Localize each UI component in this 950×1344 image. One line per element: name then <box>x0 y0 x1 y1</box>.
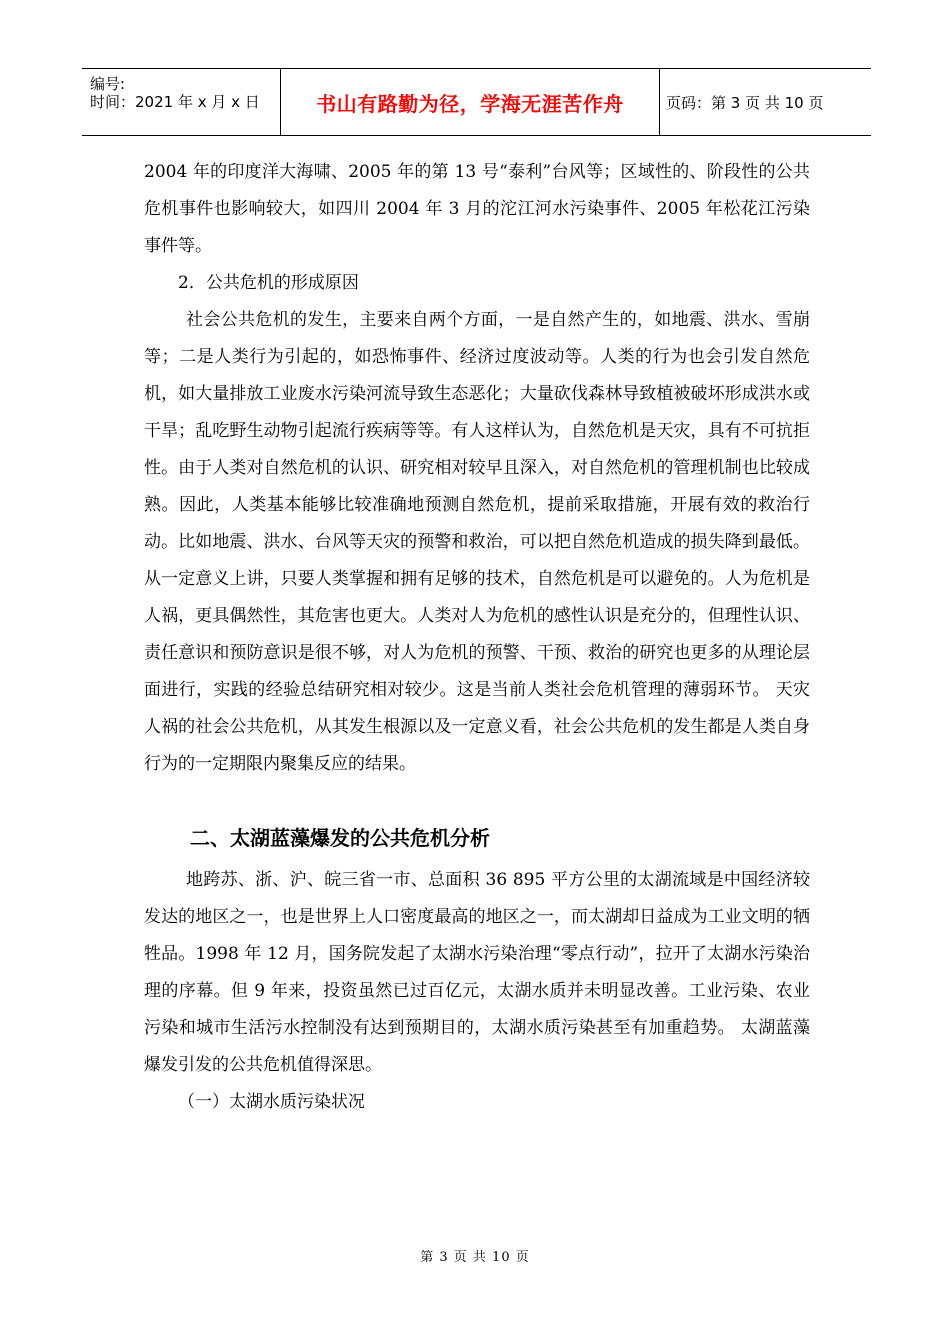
section-title: 二、太湖蓝藻爆发的公共危机分析 <box>190 826 490 850</box>
page-footer: 第 3 页 共 10 页 <box>420 1250 530 1265</box>
header-page-number: 页码：第 3 页 共 10 页 <box>666 93 824 112</box>
paragraph-causes: 社会公共危机的发生，主要来自两个方面，一是自然产生的，如地震、洪水、雪崩等；二是人类行为引起的，如恐怖事件、经济过度波动等。人类的行为也会引发自然危机，如大量排放工业废水污染河流导致生态恶化；大量砍伐森林导致植被破坏形成洪水或干旱；乱吃野生动物引起流行疾病等等。有人这样认为，自然危机是天灾，具有不可抗拒性。由于人类对自然危机的认识、研究相对较早且深入，对自然危机的管理机制也比较成熟。因此，人类基本能够比较准确地预测自然危机，提前采取措施，开展有效的救治行动。比如地震、洪水、台风等天灾的预警和救治，可以把自然危机造成的损失降到最低。从一定意义上讲，只要人类掌握和拥有足够的技术，自然危机是可以避免的。人为危机是人祸，更具偶然性，其危害也更大。人类对人为危机的感性认识是充分的，但理性认识、责任意识和预防意识是很不够，对人为危机的预警、干预、救治的研究也更多的从理论层面进行，实践的经验总结研究相对较少。这是当前人类社会危机管理的薄弱环节。 天灾人祸的社会公共危机，从其发生根源以及一定意义看，社会公共危机的发生都是人类自身行为的一定期限内聚集反应的结果。 <box>144 310 810 774</box>
document-date-label: 时间：2021 年 x 月 x 日 <box>90 93 260 111</box>
paragraph-taihu: 地跨苏、浙、沪、皖三省一市、总面积 36 895 平方公里的太湖流域是中国经济较发达的地区之一，也是世界上人口密度最高的地区之一，而太湖却日益成为工业文明的牺牲品。1998 年 12 月，国务院发起了太湖水污染治理“零点行动”，拉开了太湖水污染治理的序幕。但 9 年来，投资虽然已过百亿元，太湖水质并未明显改善。工业污染、农业污染和城市生活污水控制没有达到预期目的，太湖水质污染甚至有加重趋势。 太湖蓝藻爆发引发的公共危机值得深思。 <box>144 870 810 1075</box>
subsection-heading: 2．公共危机的形成原因 <box>178 273 359 293</box>
header-meta-cell <box>82 69 281 135</box>
paragraph-continuation: 2004 年的印度洋大海啸、2005 年的第 13 号“泰利”台风等；区域性的、阶段性的公共危机事件也影响较大，如四川 2004 年 3 月的沱江河水污染事件、2005 年松花江污染事件等。 <box>144 162 810 256</box>
header-motto: 书山有路勤为径，学海无涯苦作舟 <box>281 69 660 135</box>
subheading-water-pollution: （一）太湖水质污染状况 <box>178 1092 365 1112</box>
page-header <box>82 68 871 136</box>
document-body <box>144 154 810 1121</box>
document-number-label: 编号: <box>90 75 126 93</box>
